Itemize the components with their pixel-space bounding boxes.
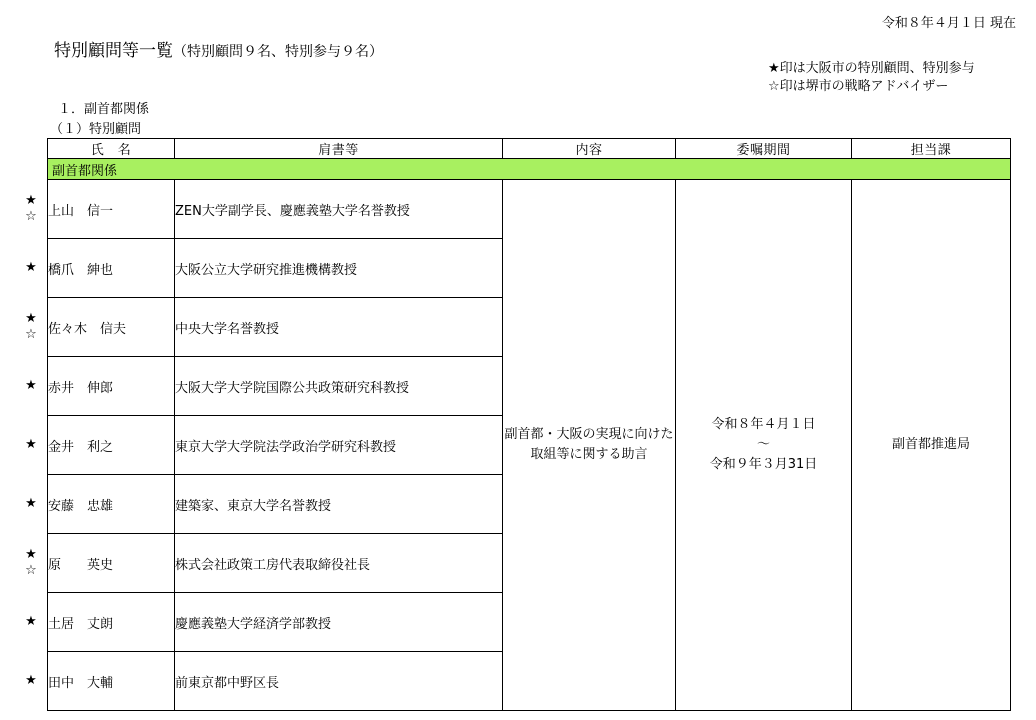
legend-sakai: ☆印は堺市の戦略アドバイザー (768, 79, 949, 94)
page-title-sub: （特別顧問９名、特別参与９名） (173, 44, 383, 60)
legend (768, 60, 975, 96)
legend-osaka: ★印は大阪市の特別顧問、特別参与 (768, 61, 975, 76)
title-cell: 慶應義塾大学経済学部教授 (175, 593, 503, 652)
designation-marks (24, 437, 38, 453)
designation-marks (24, 614, 38, 630)
period-cell (676, 180, 852, 711)
column-header-name: 氏 名 (48, 139, 175, 159)
title-cell: ZEN大学副学長、慶應義塾大学名誉教授 (175, 180, 503, 239)
designation-marks (24, 496, 38, 512)
column-header-department: 担当課 (852, 139, 1011, 159)
title-cell: 大阪大学大学院国際公共政策研究科教授 (175, 357, 503, 416)
title-cell: 中央大学名誉教授 (175, 298, 503, 357)
advisor-name: 上山 信一 (48, 203, 114, 219)
column-header-content: 内容 (503, 139, 676, 159)
osaka-star-icon: ★ (25, 260, 37, 275)
advisor-name: 安藤 忠雄 (48, 498, 114, 514)
subsection-heading: （１）特別顧問 (50, 122, 142, 137)
name-cell (25, 652, 175, 711)
designation-marks (24, 673, 38, 689)
page-title-main: 特別顧問等一覧 (54, 41, 173, 61)
period-start: 令和８年４月１日 (711, 417, 816, 432)
group-row (48, 159, 1011, 180)
advisor-table (25, 138, 1011, 711)
group-label: 副首都関係 (48, 159, 1011, 180)
advisor-name: 田中 大輔 (48, 675, 114, 691)
advisor-name: 土居 丈朗 (48, 616, 114, 632)
title-cell: 前東京都中野区長 (175, 652, 503, 711)
osaka-star-icon: ★ (25, 614, 37, 629)
period-separator: ～ (756, 437, 770, 452)
as-of-date: 令和８年４月１日 現在 (881, 16, 1016, 31)
name-cell (25, 416, 175, 475)
osaka-star-icon: ★ (25, 547, 37, 562)
osaka-star-icon: ★ (25, 193, 37, 208)
name-cell (25, 475, 175, 534)
advisor-name: 佐々木 信夫 (48, 321, 127, 337)
advisor-name: 原 英史 (48, 557, 114, 573)
sakai-star-icon: ☆ (25, 209, 37, 224)
period-end: 令和９年３月31日 (709, 457, 818, 472)
title-cell: 株式会社政策工房代表取締役社長 (175, 534, 503, 593)
department-cell: 副首都推進局 (852, 180, 1011, 711)
table-row (48, 180, 1011, 239)
table-header-row (48, 139, 1011, 159)
designation-marks (24, 378, 38, 394)
page-title (54, 36, 383, 61)
column-header-title: 肩書等 (175, 139, 503, 159)
designation-marks (24, 311, 38, 343)
osaka-star-icon: ★ (25, 437, 37, 452)
name-cell (25, 593, 175, 652)
name-cell (25, 534, 175, 593)
name-cell (25, 298, 175, 357)
name-cell (25, 180, 175, 239)
title-cell: 大阪公立大学研究推進機構教授 (175, 239, 503, 298)
title-cell: 建築家、東京大学名誉教授 (175, 475, 503, 534)
osaka-star-icon: ★ (25, 673, 37, 688)
advisor-name: 金井 利之 (48, 439, 114, 455)
designation-marks (24, 547, 38, 579)
sakai-star-icon: ☆ (25, 327, 37, 342)
designation-marks (24, 193, 38, 225)
name-cell (25, 239, 175, 298)
sakai-star-icon: ☆ (25, 563, 37, 578)
content-cell: 副首都・大阪の実現に向けた取組等に関する助言 (503, 180, 676, 711)
osaka-star-icon: ★ (25, 496, 37, 511)
osaka-star-icon: ★ (25, 378, 37, 393)
title-cell: 東京大学大学院法学政治学研究科教授 (175, 416, 503, 475)
designation-marks (24, 260, 38, 276)
name-cell (25, 357, 175, 416)
advisor-name: 橋爪 紳也 (48, 262, 114, 278)
osaka-star-icon: ★ (25, 311, 37, 326)
column-header-period: 委嘱期間 (676, 139, 852, 159)
section-heading: １．副首都関係 (58, 102, 150, 117)
advisor-name: 赤井 伸郎 (48, 380, 114, 396)
